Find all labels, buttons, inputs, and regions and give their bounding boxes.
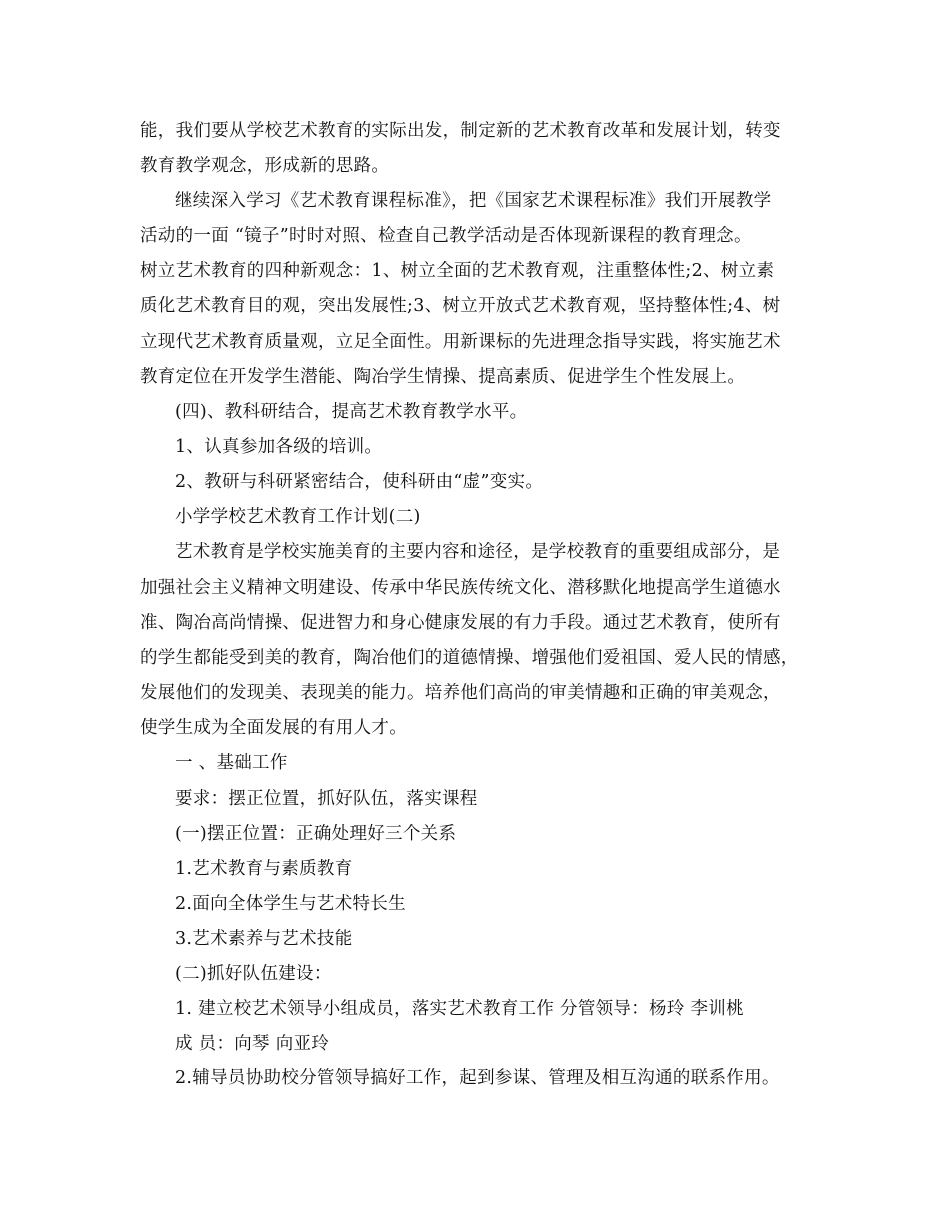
paragraph-line: 继续深入学习《艺术教育课程标准》，把《国家艺术课程标准》我们开展教学 <box>175 191 772 211</box>
paragraph-line: 使学生成为全面发展的有用人才。 <box>140 718 407 738</box>
paragraph-line: 质化艺术教育目的观，突出发展性;3、树立开放式艺术教育观，坚持整体性;4、树 <box>140 296 781 316</box>
list-item: 2.面向全体学生与艺术特长生 <box>175 894 406 914</box>
paragraph-line: 艺术教育是学校实施美育的主要内容和途径，是学校教育的重要组成部分，是 <box>175 542 781 562</box>
document-title: 小学学校艺术教育工作计划(二) <box>175 507 421 527</box>
members-line: 成 员：向琴 向亚玲 <box>175 1034 330 1054</box>
list-item: 3.艺术素养与艺术技能 <box>175 929 353 949</box>
list-item: 2.辅导员协助校分管领导搞好工作，起到参谋、管理及相互沟通的联系作用。 <box>175 1068 780 1088</box>
paragraph-line: 教育教学观念，形成新的思路。 <box>140 156 390 176</box>
subsection-heading: (二)抓好队伍建设： <box>175 964 332 984</box>
paragraph-line: 准、陶冶高尚情操、促进智力和身心健康发展的有力手段。通过艺术教育，使所有 <box>140 613 781 633</box>
paragraph-line: 的学生都能受到美的教育，陶冶他们的道德情操、增强他们爱祖国、爱人民的情感， <box>140 648 799 668</box>
paragraph-line: 能，我们要从学校艺术教育的实际出发，制定新的艺术教育改革和发展计划，转变 <box>140 121 781 141</box>
section-heading: (四)、教科研结合，提高艺术教育教学水平。 <box>175 402 528 422</box>
paragraph-line: 加强社会主义精神文明建设、传承中华民族传统文化、潜移默化地提高学生道德水 <box>140 578 781 598</box>
paragraph-line: 教育定位在开发学生潜能、陶冶学生情操、提高素质、促进学生个性发展上。 <box>140 367 746 387</box>
requirement-line: 要求：摆正位置，抓好队伍，落实课程 <box>175 789 478 809</box>
list-item: 2、教研与科研紧密结合，使科研由“虚”变实。 <box>175 472 544 492</box>
subsection-heading: (一)摆正位置：正确处理好三个关系 <box>175 824 457 844</box>
section-heading: 一 、基础工作 <box>175 753 288 773</box>
paragraph-line: 活动的一面 “镜子”时时对照、检查自己教学活动是否体现新课程的教育理念。 <box>140 226 752 246</box>
paragraph-line: 树立艺术教育的四种新观念：1、树立全面的艺术教育观，注重整体性;2、树立素 <box>140 261 775 281</box>
list-item: 1、认真参加各级的培训。 <box>175 437 383 457</box>
paragraph-line: 立现代艺术教育质量观，立足全面性。用新课标的先进理念指导实践，将实施艺术 <box>140 332 781 352</box>
list-item: 1.艺术教育与素质教育 <box>175 859 353 879</box>
list-item: 1. 建立校艺术领导小组成员，落实艺术教育工作 分管领导：杨玲 李训桃 <box>175 999 744 1019</box>
paragraph-line: 发展他们的发现美、表现美的能力。培养他们高尚的审美情趣和正确的审美观念， <box>140 683 781 703</box>
